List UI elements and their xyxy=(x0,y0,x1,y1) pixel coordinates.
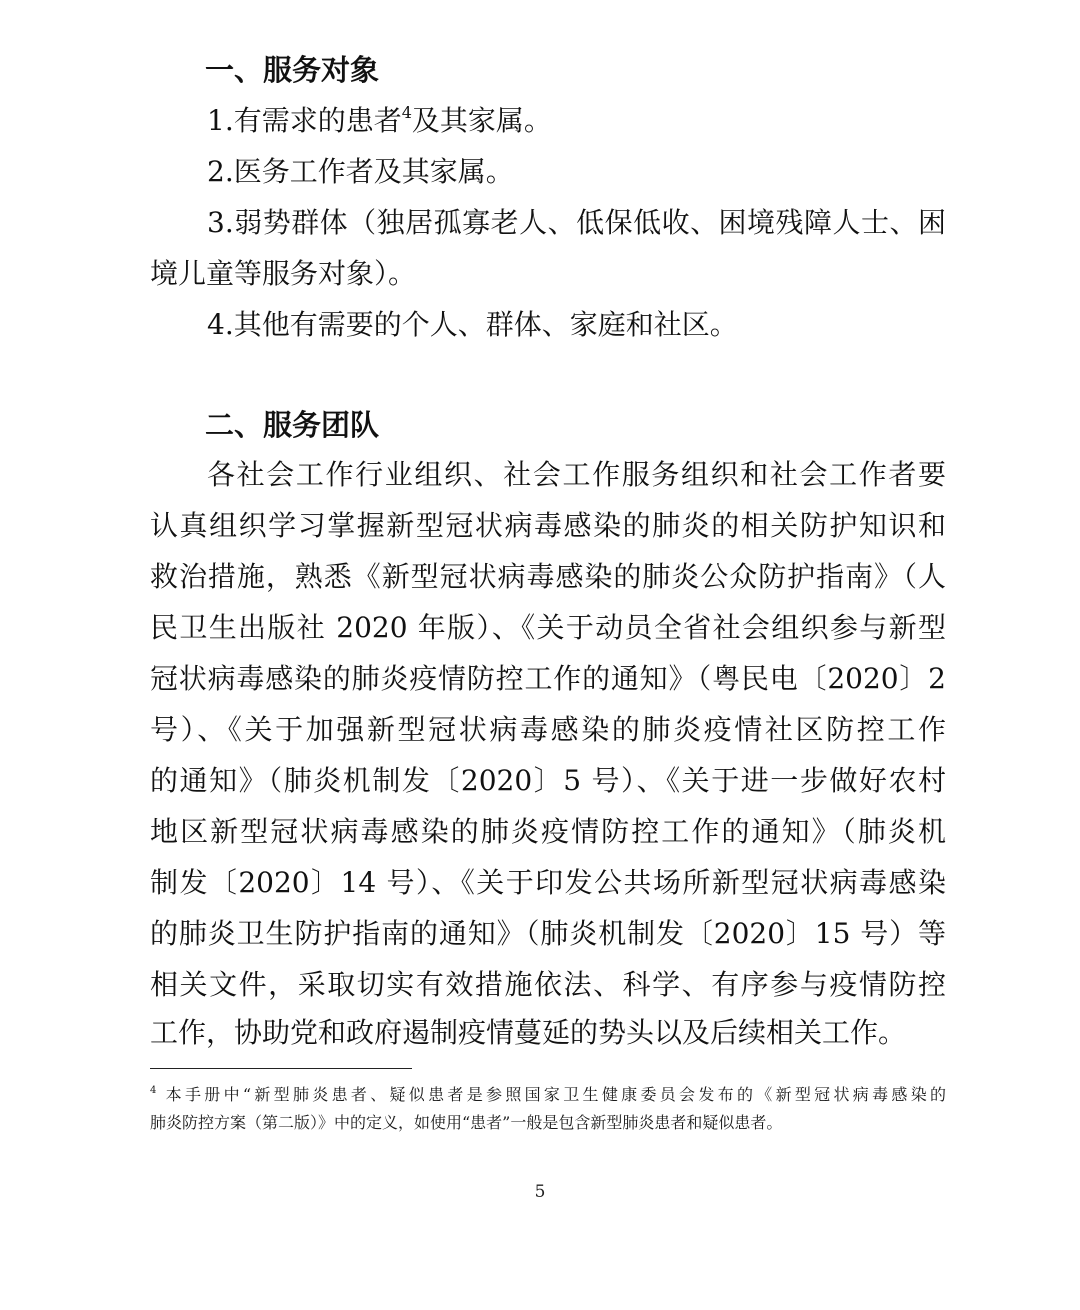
paragraph-line: 民卫生出版社 2020 年版）、《关于动员全省社会组织参与新型 xyxy=(150,611,946,644)
list-item-vulnerable-groups-cont: 境儿童等服务对象）。 xyxy=(150,257,417,290)
paragraph-line: 救治措施，熟悉《新型冠状病毒感染的肺炎公众防护指南》（人 xyxy=(150,560,946,593)
paragraph-line: 工作，协助党和政府遏制疫情蔓延的势头以及后续相关工作。 xyxy=(150,1016,907,1049)
list-item-text: 及其家属。 xyxy=(411,104,552,137)
footnote-reference[interactable]: 4 xyxy=(401,103,412,122)
list-item-text: 1.有需求的患者 xyxy=(207,104,402,137)
footnote-text xyxy=(150,1081,946,1109)
footnote-divider xyxy=(150,1068,412,1069)
paragraph-line: 冠状病毒感染的肺炎疫情防控工作的通知》（粤民电〔2020〕2 xyxy=(150,662,946,695)
list-item-vulnerable-groups: 3.弱势群体（独居孤寡老人、低保低收、困境残障人士、困 xyxy=(207,206,946,239)
paragraph-line: 的通知》（肺炎机制发〔2020〕5 号）、《关于进一步做好农村 xyxy=(150,764,946,797)
page-number: 5 xyxy=(534,1182,546,1202)
paragraph-line: 认真组织学习掌握新型冠状病毒感染的肺炎的相关防护知识和 xyxy=(150,509,946,542)
footnote-text-cont: 肺炎防控方案（第二版）》中的定义，如使用“患者”一般是包含新型肺炎患者和疑似患者。 xyxy=(150,1113,783,1132)
paragraph-line: 的肺炎卫生防护指南的通知》（肺炎机制发〔2020〕15 号）等 xyxy=(150,917,946,950)
section-heading-service-targets: 一、服务对象 xyxy=(205,53,380,87)
section-heading-service-team: 二、服务团队 xyxy=(205,408,380,442)
footnote-text-line: 本手册中“新型肺炎患者、疑似患者是参照国家卫生健康委员会发布的《新型冠状病毒感染的 xyxy=(162,1085,946,1104)
list-item-medical-workers: 2.医务工作者及其家属。 xyxy=(207,155,514,188)
paragraph-line: 号）、《关于加强新型冠状病毒感染的肺炎疫情社区防控工作 xyxy=(150,713,946,746)
paragraph-line: 地区新型冠状病毒感染的肺炎疫情防控工作的通知》（肺炎机 xyxy=(150,815,946,848)
list-item-patients xyxy=(207,101,946,141)
footnote-marker: 4 xyxy=(150,1085,157,1096)
paragraph-line: 制发〔2020〕14 号）、《关于印发公共场所新型冠状病毒感染 xyxy=(150,866,946,899)
paragraph-line: 各社会工作行业组织、社会工作服务组织和社会工作者要 xyxy=(207,458,946,491)
paragraph-line: 相关文件，采取切实有效措施依法、科学、有序参与疫情防控 xyxy=(150,968,946,1001)
list-item-others: 4.其他有需要的个人、群体、家庭和社区。 xyxy=(207,308,738,341)
